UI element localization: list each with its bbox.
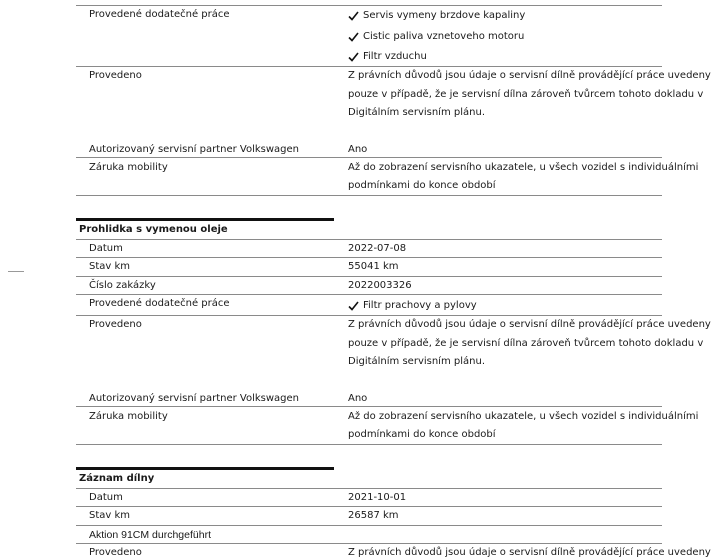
label-stav-km: Stav km bbox=[89, 261, 131, 272]
provedeno-note-line: pouze v případě, že je servisní dílna zároveň tvůrcem tohoto dokladu v bbox=[348, 338, 704, 349]
row-divider bbox=[76, 525, 662, 526]
label-provedeno: Provedeno bbox=[89, 547, 142, 558]
checklist-item-text: Servis vymeny brzdove kapaliny bbox=[363, 10, 526, 21]
stav-km-value: 26587 km bbox=[348, 510, 399, 521]
row-divider bbox=[76, 276, 662, 277]
label-dodatecne-prace: Provedené dodatečné práce bbox=[89, 298, 230, 309]
section-title: Záznam dílny bbox=[79, 473, 155, 484]
label-provedeno: Provedeno bbox=[89, 70, 142, 81]
row-divider bbox=[76, 543, 662, 544]
partner-value: Ano bbox=[348, 393, 368, 404]
row-divider bbox=[76, 5, 662, 6]
row-divider bbox=[76, 444, 662, 445]
checkmark-icon bbox=[348, 32, 359, 42]
row-divider bbox=[76, 257, 662, 258]
section-rule bbox=[76, 467, 334, 470]
cislo-zakazky-value: 2022003326 bbox=[348, 280, 412, 291]
section-rule bbox=[76, 218, 334, 221]
checklist-item-text: Filtr vzduchu bbox=[363, 51, 427, 62]
label-stav-km: Stav km bbox=[89, 510, 131, 521]
zaruka-note-line: podmínkami do konce období bbox=[348, 180, 496, 191]
label-cislo-zakazky: Číslo zakázky bbox=[89, 280, 156, 291]
row-divider bbox=[76, 294, 662, 295]
provedeno-note-line: pouze v případě, že je servisní dílna zároveň tvůrcem tohoto dokladu v bbox=[348, 89, 704, 100]
checklist-item-text: Cistic paliva vznetoveho motoru bbox=[363, 31, 525, 42]
section-title: Prohlidka s vymenou oleje bbox=[79, 224, 228, 235]
aktion-note: Aktion 91CM durchgeführt bbox=[89, 529, 211, 541]
datum-value: 2021-10-01 bbox=[348, 492, 407, 503]
row-divider bbox=[76, 157, 662, 158]
label-partner: Autorizovaný servisní partner Volkswagen bbox=[89, 393, 300, 404]
datum-value: 2022-07-08 bbox=[348, 243, 407, 254]
zaruka-note-line: Až do zobrazení servisního ukazatele, u všech vozidel s individuálními bbox=[348, 411, 699, 422]
row-divider bbox=[76, 239, 662, 240]
stav-km-value: 55041 km bbox=[348, 261, 399, 272]
page-margin-mark bbox=[8, 271, 24, 272]
partner-value: Ano bbox=[348, 144, 368, 155]
label-zaruka: Záruka mobility bbox=[89, 162, 168, 173]
label-provedeno: Provedeno bbox=[89, 319, 142, 330]
checklist-item-text: Filtr prachovy a pylovy bbox=[363, 300, 477, 311]
zaruka-note-line: podmínkami do konce období bbox=[348, 429, 496, 440]
label-partner: Autorizovaný servisní partner Volkswagen bbox=[89, 144, 300, 155]
checkmark-icon bbox=[348, 301, 359, 311]
row-divider bbox=[76, 488, 662, 489]
label-zaruka: Záruka mobility bbox=[89, 411, 168, 422]
row-divider bbox=[76, 66, 662, 67]
label-datum: Datum bbox=[89, 492, 123, 503]
row-divider bbox=[76, 506, 662, 507]
row-divider bbox=[76, 195, 662, 196]
row-divider bbox=[76, 406, 662, 407]
row-divider bbox=[76, 315, 662, 316]
label-datum: Datum bbox=[89, 243, 123, 254]
label-dodatecne-prace: Provedené dodatečné práce bbox=[89, 9, 230, 20]
provedeno-note-line: Z právních důvodů jsou údaje o servisní dílně provádějící práce uvedeny bbox=[348, 70, 711, 81]
provedeno-note-line: Digitálním servisním plánu. bbox=[348, 356, 485, 367]
checkmark-icon bbox=[348, 52, 359, 62]
provedeno-note-line: Digitálním servisním plánu. bbox=[348, 107, 485, 118]
checkmark-icon bbox=[348, 11, 359, 21]
provedeno-note-line: Z právních důvodů jsou údaje o servisní dílně provádějící práce uvedeny bbox=[348, 547, 711, 558]
provedeno-note-line: Z právních důvodů jsou údaje o servisní dílně provádějící práce uvedeny bbox=[348, 319, 711, 330]
zaruka-note-line: Až do zobrazení servisního ukazatele, u všech vozidel s individuálními bbox=[348, 162, 699, 173]
